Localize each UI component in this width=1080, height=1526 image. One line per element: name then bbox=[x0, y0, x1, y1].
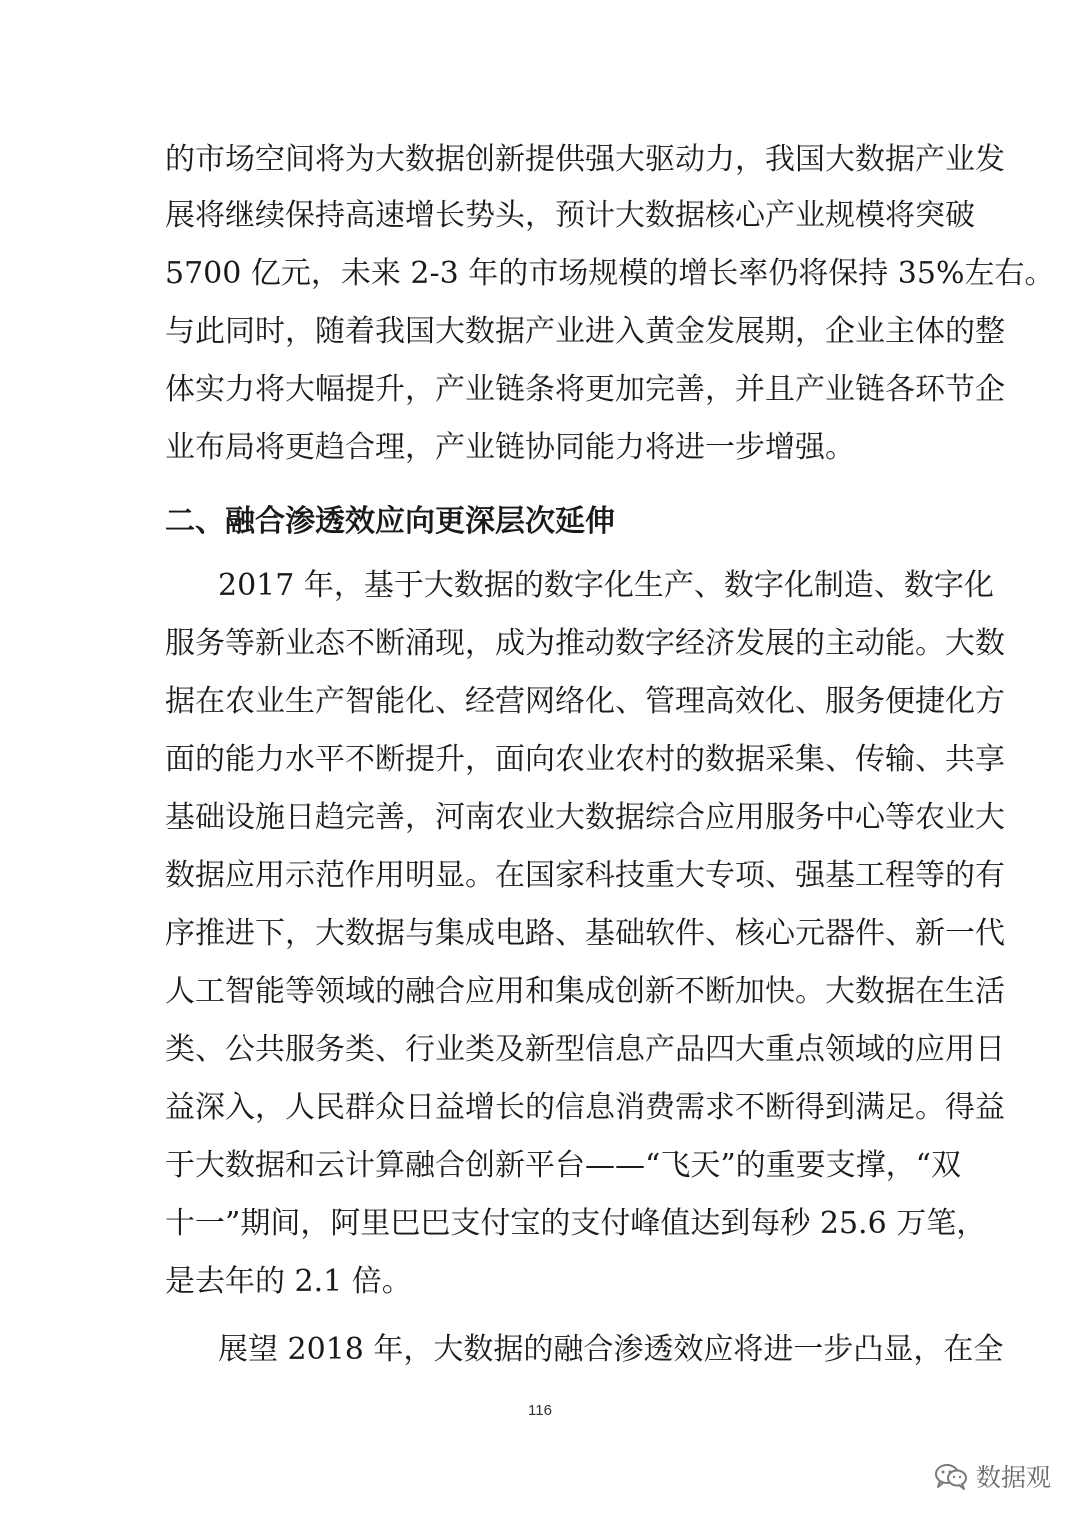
paragraph-line: 的市场空间将为大数据创新提供强大驱动力，我国大数据产业发 bbox=[165, 142, 1005, 177]
paragraph-line: 十一”期间，阿里巴巴支付宝的支付峰值达到每秒 25.6 万笔， bbox=[165, 1206, 987, 1241]
paragraph-line: 服务等新业态不断涌现，成为推动数字经济发展的主动能。大数 bbox=[165, 626, 1005, 661]
paragraph-line: 体实力将大幅提升，产业链条将更加完善，并且产业链各环节企 bbox=[165, 372, 1005, 407]
page-number: 116 bbox=[528, 1402, 552, 1419]
paragraph-line: 类、公共服务类、行业类及新型信息产品四大重点领域的应用日 bbox=[165, 1032, 1005, 1067]
paragraph-line: 是去年的 2.1 倍。 bbox=[165, 1264, 412, 1299]
paragraph-line: 2017 年，基于大数据的数字化生产、数字化制造、数字化 bbox=[218, 568, 994, 603]
paragraph-line: 据在农业生产智能化、经营网络化、管理高效化、服务便捷化方 bbox=[165, 684, 1005, 719]
paragraph-line: 数据应用示范作用明显。在国家科技重大专项、强基工程等的有 bbox=[165, 858, 1005, 893]
paragraph-line: 5700 亿元，未来 2-3 年的市场规模的增长率仍将保持 35%左右。 bbox=[165, 256, 1055, 291]
paragraph-line: 面的能力水平不断提升，面向农业农村的数据采集、传输、共享 bbox=[165, 742, 1005, 777]
paragraph-line: 人工智能等领域的融合应用和集成创新不断加快。大数据在生活 bbox=[165, 974, 1005, 1009]
paragraph-line: 序推进下，大数据与集成电路、基础软件、核心元器件、新一代 bbox=[165, 916, 1005, 951]
paragraph-line: 于大数据和云计算融合创新平台——“飞天”的重要支撑，“双 bbox=[165, 1148, 962, 1183]
paragraph-line: 业布局将更趋合理，产业链协同能力将进一步增强。 bbox=[165, 430, 855, 465]
paragraph-line: 基础设施日趋完善，河南农业大数据综合应用服务中心等农业大 bbox=[165, 800, 1005, 835]
paragraph-line: 与此同时，随着我国大数据产业进入黄金发展期，企业主体的整 bbox=[165, 314, 1005, 349]
watermark bbox=[934, 1456, 1051, 1496]
paragraph-line: 展望 2018 年，大数据的融合渗透效应将进一步凸显，在全 bbox=[218, 1332, 1004, 1367]
paragraph-line: 益深入，人民群众日益增长的信息消费需求不断得到满足。得益 bbox=[165, 1090, 1005, 1125]
paragraph-line: 展将继续保持高速增长势头，预计大数据核心产业规模将突破 bbox=[165, 198, 975, 233]
section-heading: 二、融合渗透效应向更深层次延伸 bbox=[165, 504, 615, 539]
watermark-text: 数据观 bbox=[976, 1463, 1052, 1492]
wechat-icon bbox=[934, 1462, 968, 1490]
